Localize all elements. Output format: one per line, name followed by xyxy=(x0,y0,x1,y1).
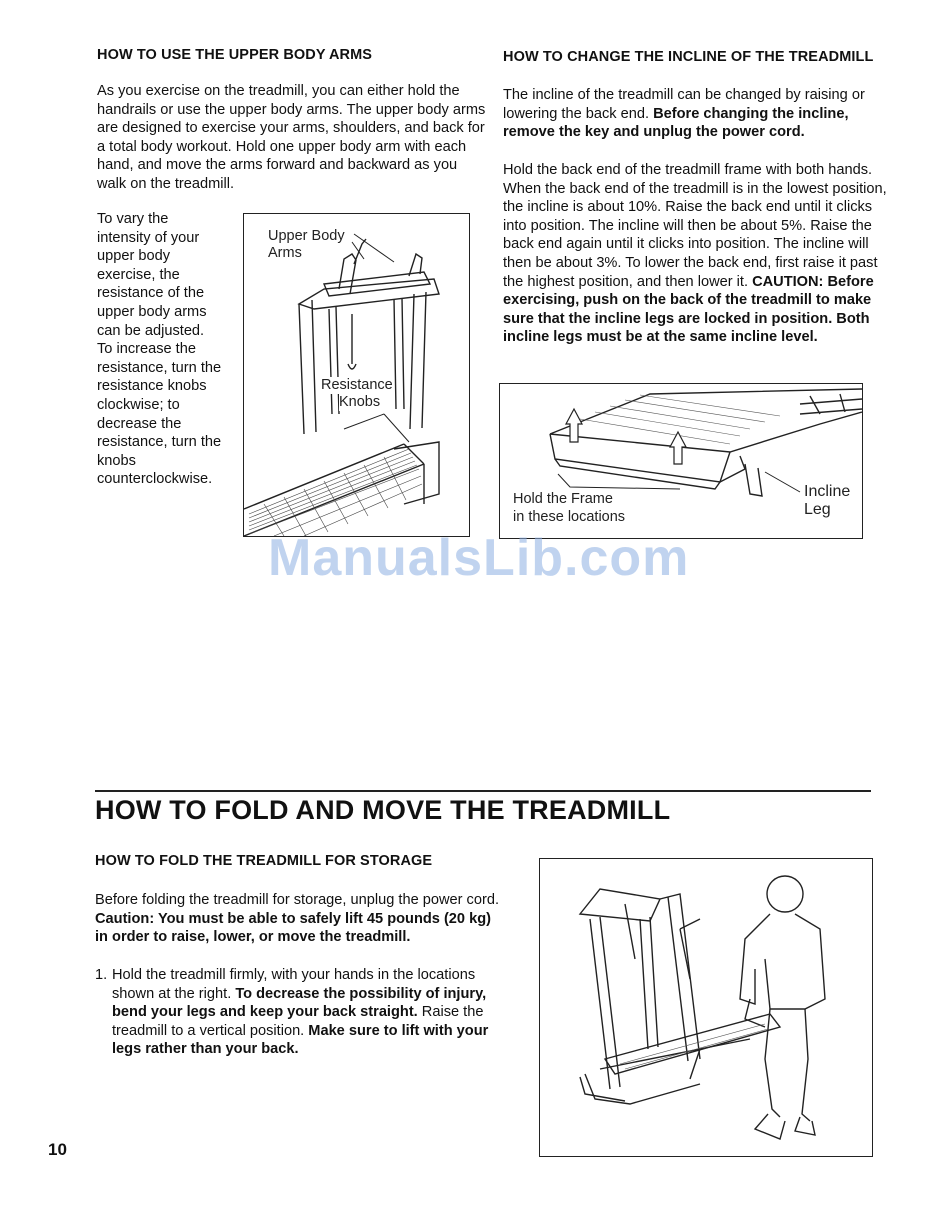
incline-heading: HOW TO CHANGE THE INCLINE OF THE TREADMILL xyxy=(503,49,874,65)
step-number: 1. xyxy=(95,967,108,983)
watermark: ManualsLib.com xyxy=(268,529,690,587)
page-number: 10 xyxy=(48,1140,67,1159)
step-1-text-2: Raise the treadmill to a vertical position. xyxy=(112,1004,484,1039)
section-divider xyxy=(95,790,871,792)
figure-label-locations: in these locations xyxy=(513,509,626,525)
figure-label-incline: Incline xyxy=(804,483,851,500)
figure-label-leg: Leg xyxy=(804,501,831,518)
figure-label-upper-body: Upper Body xyxy=(268,228,345,244)
fold-illustration xyxy=(540,859,872,1156)
step-1-warning-2: Make sure to lift with your legs rather than your back. xyxy=(112,1022,489,1058)
fold-intro xyxy=(95,891,505,947)
fold-subheading: HOW TO FOLD THE TREADMILL FOR STORAGE xyxy=(95,853,433,869)
upper-body-arms-figure xyxy=(243,213,470,537)
figure-label-hold-frame: Hold the Frame xyxy=(513,491,613,507)
figure-label-knobs: Knobs xyxy=(339,394,381,410)
fold-intro-caution: Caution: You must be able to safely lift 45 pounds (20 kg) in order to raise, lower, or move the treadmill. xyxy=(95,910,491,946)
step-1-text: Hold the treadmill firmly, with your hands in the locations shown at the right. xyxy=(112,967,476,1002)
incline-paragraph-2 xyxy=(503,161,888,347)
upper-arms-intro: As you exercise on the treadmill, you can either hold the handrails or use the upper body arms. The upper body arms are designed to exercise your arms, shoulders, and back for a total body workout. Hold one upper body arm with each hand, and move the arms forward and backward as you walk on the treadmill. xyxy=(97,83,486,192)
step-1-warning: To decrease the possibility of injury, bend your legs and keep your back straight. xyxy=(112,985,487,1021)
upper-arms-heading: HOW TO USE THE UPPER BODY ARMS xyxy=(97,47,373,63)
fold-step-1 xyxy=(112,966,510,1059)
fold-section-title: HOW TO FOLD AND MOVE THE TREADMILL xyxy=(95,795,671,825)
fold-intro-text: Before folding the treadmill for storage, unplug the power cord. xyxy=(95,892,499,908)
incline-paragraph-1 xyxy=(503,86,888,142)
upper-arms-resistance-text: To vary the intensity of your upper body exercise, the resistance of the upper body arms can be adjusted. To increase the resistance, turn the resistance knobs clockwise; to decrease the resistance, turn the knobs counterclockwise. xyxy=(97,211,222,488)
incline-p2-caution: CAUTION: Before exercising, push on the back of the treadmill to make sure that the incline legs are locked in position. Both incline legs must be at the same incline level. xyxy=(503,273,874,346)
incline-p2-text: Hold the back end of the treadmill frame with both hands. When the back end of the treadmill is in the lowest position, the incline is about 10%. Raise the back end until it clicks into position. The incline will then be about 5%. Raise the back end again until it clicks into position. The incline will then be about 3%. To lower the back end, first raise it past the highest position, and then lower it. xyxy=(503,162,887,290)
fold-figure xyxy=(539,858,873,1157)
figure-label-arms: Arms xyxy=(268,245,302,261)
incline-p1-text: The incline of the treadmill can be changed by raising or lowering the back end. xyxy=(503,87,865,122)
incline-figure xyxy=(499,383,863,539)
incline-p1-warning: Before changing the incline, remove the key and unplug the power cord. xyxy=(503,105,849,141)
treadmill-arms-illustration xyxy=(244,214,469,536)
figure-label-resistance: Resistance xyxy=(321,377,393,393)
